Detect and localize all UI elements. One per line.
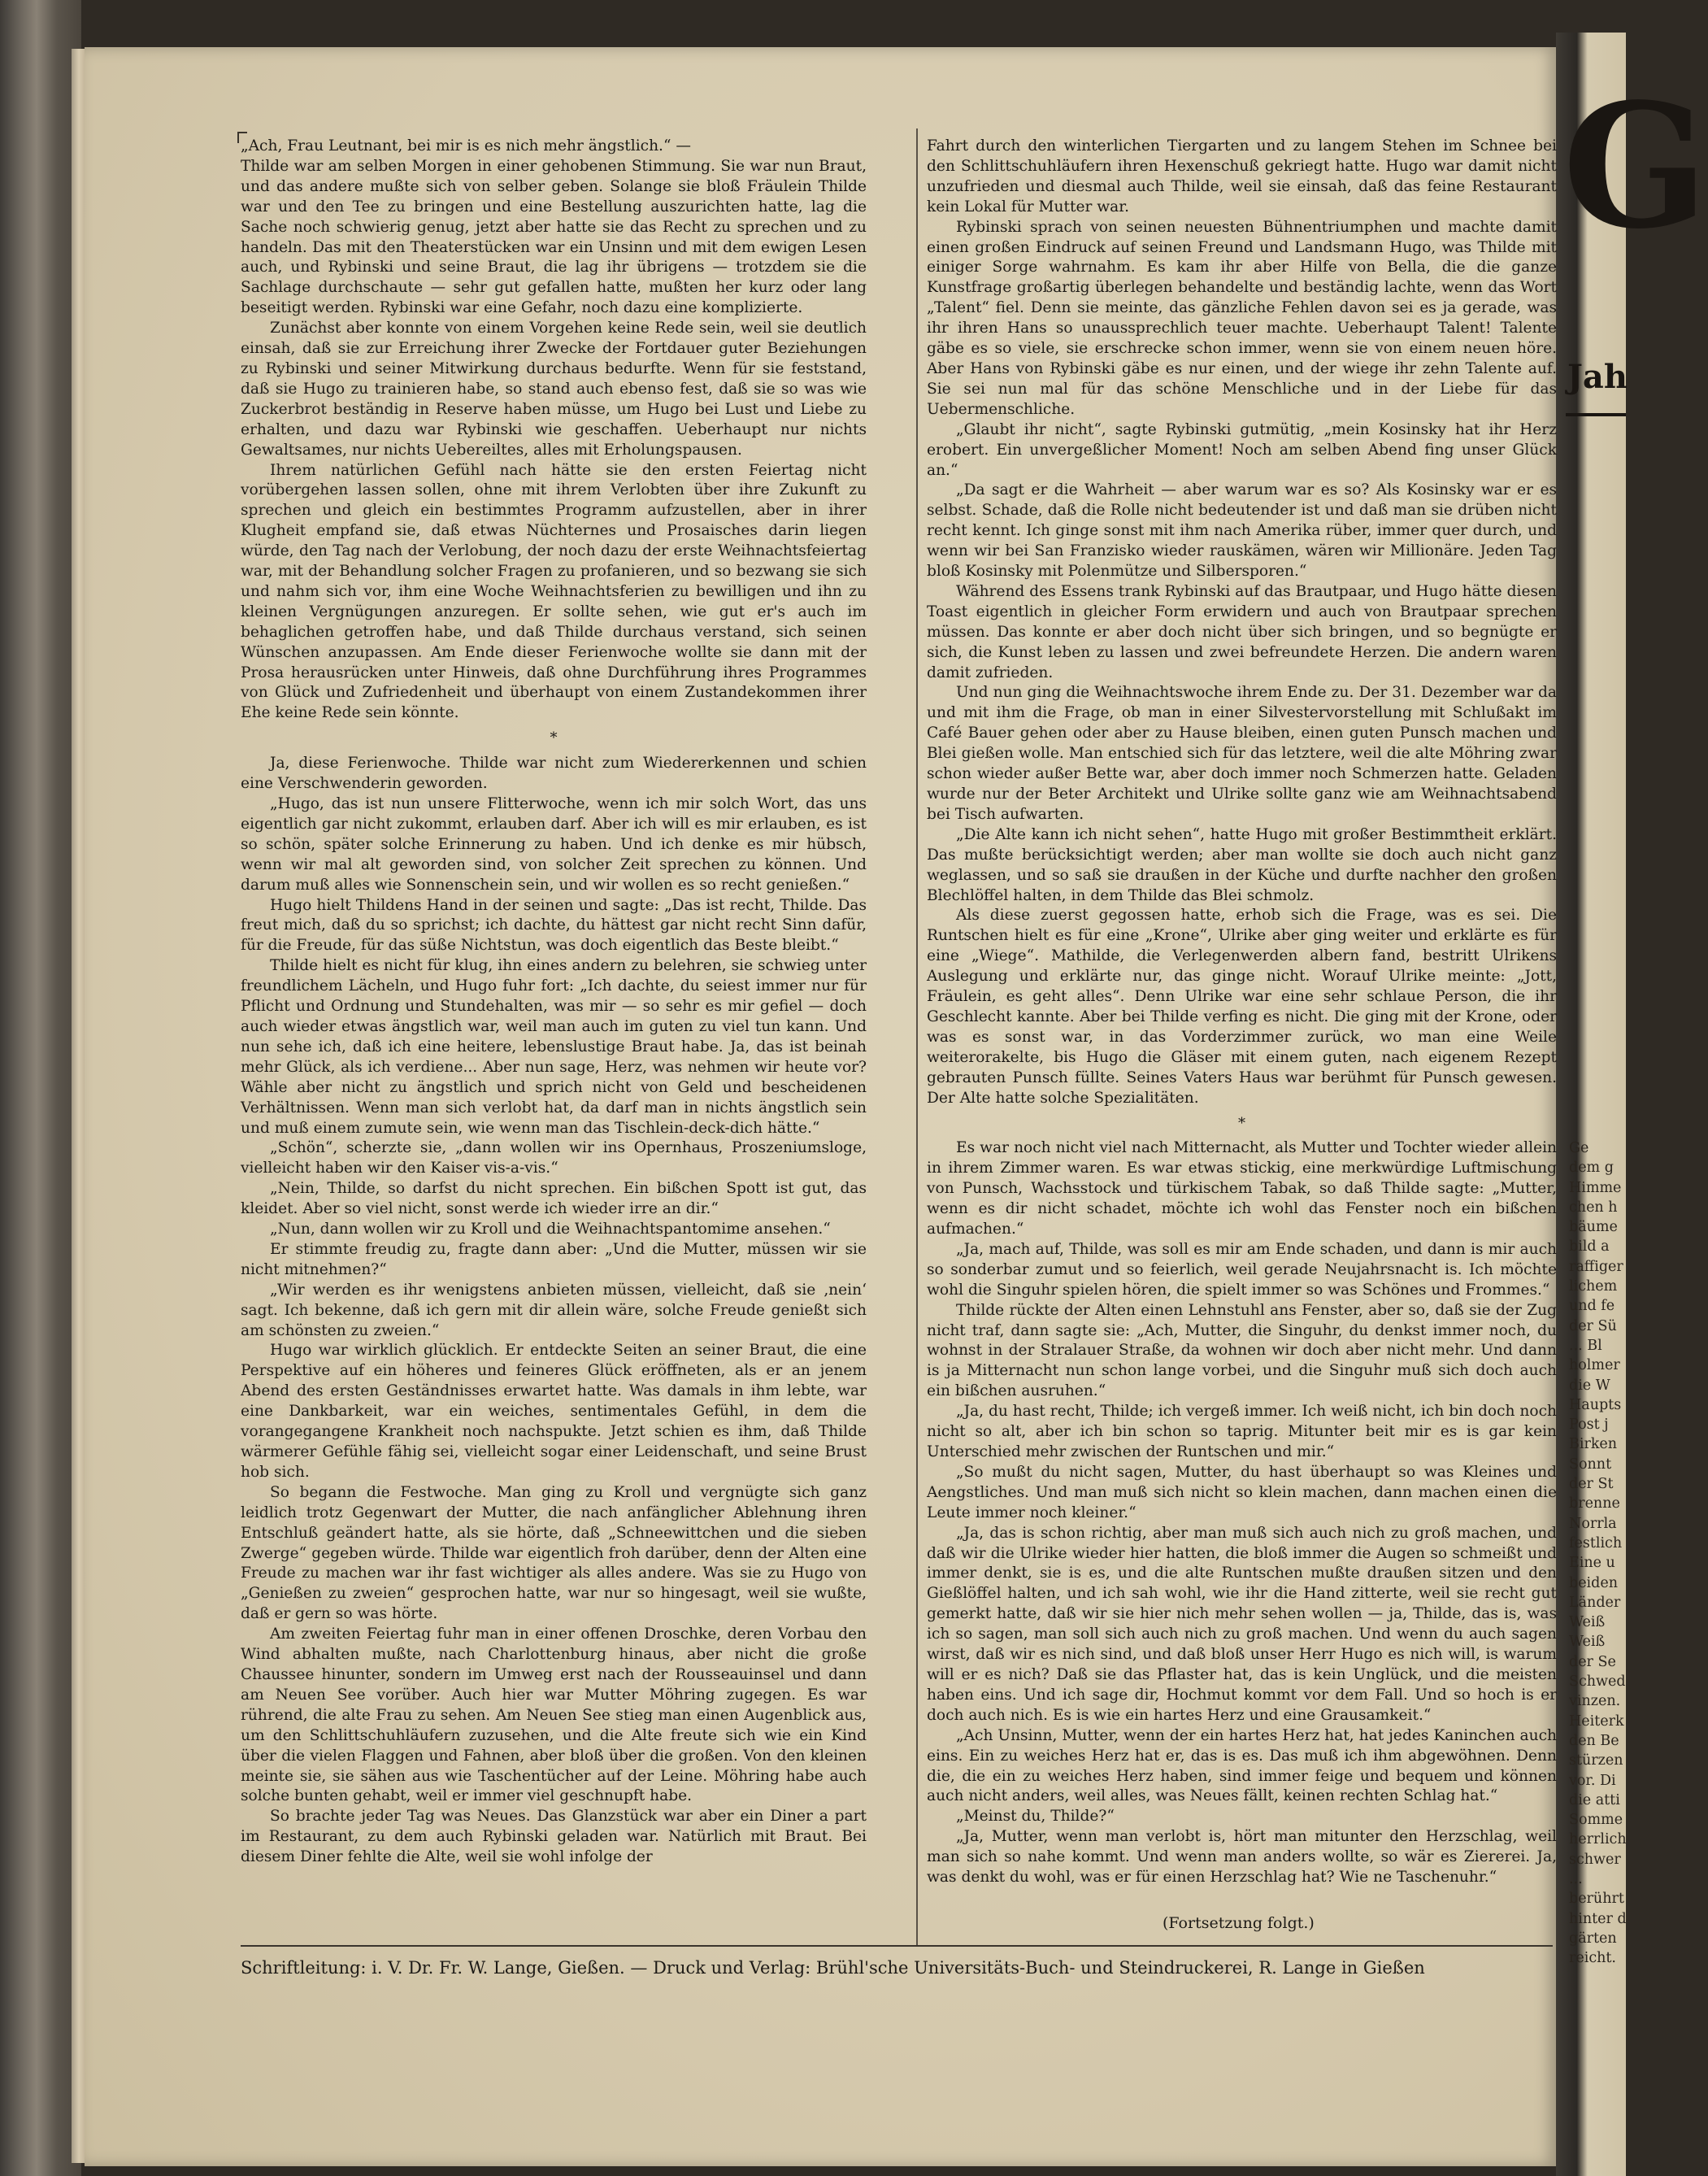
paragraph: „Ja, du hast recht, Thilde; ich vergeß immer. Ich weiß nicht, ich bin doch noch nicht so alt, aber ich bin schon so taprig. Mitunter beit mir es is gar kein Unterschied mehr zwischen der Runtschen und mir.“ — [927, 1403, 1557, 1460]
paragraph: „Ach Unsinn, Mutter, wenn der ein hartes Herz hat, hat jedes Kaninchen auch eins. Ein zu weiches Herz hat er, das is es. Das muß ich ihm abgewöhnen. Denn die, die ein zu weiches Herz haben, sind immer feige und bequem und können auch nicht anders, weil alles, was Neues fällt, keinen rechten Schlag hat.“ — [927, 1726, 1557, 1805]
paragraph: Hugo war wirklich glücklich. Er entdeckte Seiten an seiner Braut, die eine Perspektive auf ein höheres und feineres Glück eröffneten, als er an jenem Abend des ersten Geständnisses erwartet hatte. Was damals in ihm lebte, war eine Dankbarkeit, war ein weiches, sentimentales Gefühl, in dem die vorangegangene Krankheit noch nachspukte. Jetzt schien es ihm, daß Thilde wärmerer Gefühle fähig sei, vielleicht sogar einer Leidenschaft, und seine Brust hob sich. — [241, 1342, 867, 1481]
paragraph: „Schön“, scherzte sie, „dann wollen wir ins Opernhaus, Proszeniumsloge, vielleicht haben wir den Kaiser vis-a-vis.“ — [241, 1139, 867, 1177]
right-column — [927, 137, 1557, 1888]
adjacent-text-line: Weiß — [1569, 1614, 1606, 1631]
adjacent-text-line: Sonnt — [1569, 1456, 1612, 1473]
adjacent-text-line: Eine u — [1569, 1555, 1615, 1572]
paragraph: Zunächst aber konnte von einem Vorgehen keine Rede sein, weil sie deutlich einsah, daß sie zur Erreichung ihrer Zwecke der Fortdauer guter Beziehungen zu Rybinski und seiner Mitwirkung durchaus bedurfte. Wenn für sie feststand, daß sie Hugo zu trainieren habe, so stand auch ebenso fest, daß sie so was wie Zuckerbrot beständig in Reserve haben müsse, um Hugo bei Lust und Liebe zu erhalten, und dazu war Rybinski wie geschaffen. Ueberhaupt nur nichts Gewaltsames, nur nichts Uebereiltes, alles mit Erholungspausen. — [241, 320, 867, 459]
adjacent-text-line: der Sü — [1569, 1317, 1617, 1334]
adjacent-text-line: ... — [1569, 1870, 1583, 1887]
adjacent-text-line: der St — [1569, 1476, 1614, 1493]
adjacent-text-line: herrlich — [1569, 1831, 1627, 1848]
adjacent-text-line: hinter d — [1569, 1910, 1627, 1927]
adjacent-text-line: berührt — [1569, 1891, 1624, 1908]
adjacent-text-line: stürzen — [1569, 1752, 1623, 1769]
paragraph: Und nun ging die Weihnachtswoche ihrem Ende zu. Der 31. Dezember war da und mit ihm die Frage, ob man in einer Silvestervorstellung mit Schlußakt im Café Bauer gehen oder aber zu Hause bleiben, einen guten Punsch machen und Blei gießen wolle. Man entschied sich für das letztere, weil die alte Möhring zwar schon wieder außer Bette war, aber doch immer noch Schmerzen hatte. Geladen wurde nur der Beter Architekt und Ulrike sollte ganz wie am Weihnachtsabend bei Tisch aufwarten. — [927, 684, 1557, 823]
adjacent-text-line: den Be — [1569, 1732, 1619, 1749]
adjacent-heading: Jah — [1567, 358, 1628, 396]
adjacent-text-line: Weiß — [1569, 1634, 1606, 1651]
adjacent-text-line: schwer — [1569, 1851, 1621, 1868]
left-column — [241, 137, 867, 1868]
adjacent-text-line: chen h — [1569, 1199, 1618, 1216]
paragraph: „Da sagt er die Wahrheit — aber warum war es so? Als Kosinsky war er es selbst. Schade, daß die Rolle nicht bedeutender ist und daß man sie drüben nicht recht kennt. Ich ginge sonst mit ihm nach Amerika rüber, immer quer durch, und wenn wir bei San Franzisko wieder rauskämen, wären wir Millionäre. Jeden Tag bloß Kosinsky mit Polenmütze und Silbersporen.“ — [927, 481, 1557, 581]
paragraph: Er stimmte freudig zu, fragte dann aber: „Und die Mutter, müssen wir sie nicht mitnehmen?“ — [241, 1240, 867, 1278]
adjacent-text-line: reicht. — [1569, 1950, 1616, 1967]
column-rule — [916, 128, 918, 1946]
adjacent-text-line: gärten — [1569, 1930, 1617, 1947]
paragraph: Thilde rückte der Alten einen Lehnstuhl ans Fenster, aber so, daß sie der Zug nicht traf, dann sagte sie: „Ach, Mutter, die Singuhr, du denkst immer noch, du wohnst in der Stralauer Straße, da wohnen wir doch aber nicht mehr. Und dann is ja Mitternacht nun schon lange vorbei, und die Singuhr muß sich doch auch ein bißchen ausruhen.“ — [927, 1301, 1557, 1400]
section-separator: * — [1238, 1114, 1245, 1132]
paragraph: „Meinst du, Thilde?“ — [956, 1808, 1115, 1826]
adjacent-text-line: Haupts — [1569, 1396, 1622, 1413]
adjacent-text-line: beiden — [1569, 1574, 1618, 1591]
adjacent-text-line: Birken — [1569, 1436, 1618, 1453]
adjacent-text-line: vinzen. — [1569, 1693, 1621, 1710]
paragraph: „Ja, Mutter, wenn man verlobt is, hört man mitunter den Herzschlag, weil man sich so nahe kommt. Und wenn man anders wollte, so wär es Ziererei. Ja, was denkt du wohl, was er für einen Herzschlag hat? Wie ne Taschenuhr.“ — [927, 1828, 1557, 1887]
paragraph: Am zweiten Feiertag fuhr man in einer offenen Droschke, deren Vorbau den Wind abhalten mußte, nach Charlottenburg hinaus, aber nicht die große Chaussee hinunter, sondern im Umweg erst nach der Rousseauinsel und dann am Neuen See vorüber. Auch hier war Mutter Möhring zugegen. Es war rührend, die alte Frau zu sehen. Am Neuen See stieg man einen Augenblick aus, um den Schlittschuhläufern zuzusehen, und die Alte freute sich wie ein Kind über die vielen Flaggen und Fahnen, aber bloß über die großen. Von den kleinen meinte sie, sie sähen aus wie Taschentücher auf der Leine. Möhring habe auch solche bunten gehabt, weil er immer viel geschnupft habe. — [241, 1625, 867, 1805]
continuation-note: (Fortsetzung folgt.) — [1163, 1914, 1315, 1932]
adjacent-heading-rule — [1566, 413, 1626, 416]
adjacent-text-line: holmer — [1569, 1357, 1620, 1374]
adjacent-masthead-letter: G — [1562, 66, 1708, 267]
adjacent-text-line: der Se — [1569, 1653, 1616, 1670]
adjacent-text-line: die W — [1569, 1377, 1610, 1394]
paragraph: „Nein, Thilde, so darfst du nicht sprechen. Ein bißchen Spott ist gut, das kleidet. Aber so viel nicht, sonst werde ich wieder irre an dir.“ — [241, 1180, 867, 1218]
paragraph: „So mußt du nicht sagen, Mutter, du hast überhaupt so was Kleines und Aengstliches. Und man muß sich nicht so klein machen, dann machen einen die Leute immer noch kleiner.“ — [927, 1463, 1557, 1521]
paragraph: „Hugo, das ist nun unsere Flitterwoche, wenn ich mir solch Wort, das uns eigentlich gar nicht zukommt, erlauben darf. Aber ich will es mir erlauben, es ist so schön, später solche Erinnerung zu haben. Und ich denke es mir hübsch, wenn wir mal alt geworden sind, von solcher Zeit sprechen zu können. Und darum muß alles wie Sonnenschein sein, und wir wollen es so recht genießen.“ — [241, 795, 867, 894]
section-separator: * — [550, 729, 558, 747]
paragraph: Thilde war am selben Morgen in einer gehobenen Stimmung. Sie war nun Braut, und das andere mußte sich von selber geben. Solange sie bloß Fräulein Thilde war und den Tee zu bringen und eine Bestellung auszurichten hatte, lag die Sache noch schwierig genug, jetzt aber hatte sie das Recht zu sprechen und zu handeln. Das mit den Theaterstücken war ein Unsinn und mit dem ewigen Lesen auch, und Rybinski und seine Braut, die lag ihr übrigens — trotzdem sie die Sachlage durchschaute — sehr gut gefallen hatte, mußten her kurz oder lang beseitigt werden. Rybinski war eine Gefahr, noch dazu eine komplizierte. — [241, 157, 867, 317]
paragraph: Als diese zuerst gegossen hatte, erhob sich die Frage, was es sei. Die Runtschen hielt es für eine „Krone“, Ulrike aber ging weiter und erklärte es für eine „Wiege“. Mathilde, die Verlegenwerden albern fand, bestritt Ulrikens Auslegung und erklärte nur, das ginge nicht. Worauf Ulrike meinte: „Jott, Fräulein, es geht alles“. Denn Ulrike war eine sehr schlaue Person, die ihr Geschlecht kannte. Aber bei Thilde verfing es nicht. Die ging mit der Krone, oder was es sonst war, in das Vorderzimmer zurück, wo man eine Weile weiterorakelte, bis Hugo die Gläser mit einem guten, nach eigenem Rezept gebrauten Punsch füllte. Seines Vaters Haus war berühmt für Punsch gewesen. Der Alte hatte solche Spezialitäten. — [927, 907, 1557, 1107]
adjacent-text-line: Länder — [1569, 1594, 1621, 1611]
book-binding — [0, 0, 81, 2176]
adjacent-text-line: bild a — [1569, 1238, 1610, 1256]
adjacent-text-line: Somme — [1569, 1812, 1623, 1829]
adjacent-text-line: ... Bl — [1569, 1337, 1602, 1354]
paragraph: „Ach, Frau Leutnant, bei mir is es nich mehr ängstlich.“ — — [241, 137, 691, 154]
paragraph: Fahrt durch den winterlichen Tiergarten und zu langem Stehen im Schnee bei den Schlittschuhläufern ihren Hexenschuß gekriegt hatte. Hugo war damit nicht unzufrieden und diesmal auch Thilde, weil sie einsah, daß das feine Restaurant kein Lokal für Mutter war. — [927, 137, 1557, 215]
adjacent-text-line: Schwed — [1569, 1673, 1626, 1691]
adjacent-text-line: festlich — [1569, 1534, 1623, 1551]
adjacent-page-text — [1569, 1138, 1626, 1968]
paragraph: So brachte jeder Tag was Neues. Das Glanzstück war aber ein Diner a part im Restaurant, zu dem auch Rybinski geladen war. Natürlich mit Braut. Bei diesem Diner fehlte die Alte, weil sie wohl infolge der — [241, 1808, 867, 1866]
adjacent-text-line: dem g — [1569, 1160, 1614, 1177]
paragraph: Es war noch nicht viel nach Mitternacht, als Mutter und Tochter wieder allein in ihrem Zimmer waren. Es war etwas stickig, eine merkwürdige Luftmischung von Punsch, Wachsstock und türkischem Tabak, so daß Thilde sagte: „Mutter, wenn es dir nicht schadet, möchte ich wohl das Fenster noch ein bißchen aufmachen.“ — [927, 1139, 1557, 1238]
adjacent-text-line: brenne — [1569, 1495, 1620, 1512]
paragraph: Während des Essens trank Rybinski auf das Brautpaar, und Hugo hätte diesen Toast eigentlich in gleicher Form erwidern und auch von Brautpaar sprechen müssen. Das konnte er aber doch nicht über sich bringen, und so begnügte er sich, die Kunst leben zu lassen und zwei befreundete Herzen. Die andern waren damit zufrieden. — [927, 582, 1557, 681]
paragraph: Ihrem natürlichen Gefühl nach hätte sie den ersten Feiertag nicht vorübergehen lassen sollen, ohne mit ihrem Verlobten über ihre Zukunft zu sprechen und gleich ein bestimmtes Programm aufzustellen, aber in ihrer Klugheit empfand sie, daß etwas Nüchternes und Prosaisches darin liegen würde, den Tag nach der Verlobung, der noch dazu der erste Weihnachtsfeiertag war, mit der Behandlung solcher Fragen zu profanieren, und so bezwang sie sich und nahm sich vor, ihm eine Woche Weihnachtsferien zu bewilligen und ihn zu kleinen Vergnügungen anzuregen. Er sollte sehen, wie gut er's auch im behaglichen getroffen habe, und daß Thilde durchaus verstand, sich seinen Wünschen anzupassen. Am Ende dieser Ferienwoche wollte sie dann mit der Prosa herausrücken unter Hinweis, daß ohne Durchführung ihres Programmes von Glück und Zufriedenheit und überhaupt von einem Zustandekommen ihrer Ehe keine Rede sein könnte. — [241, 461, 867, 722]
adjacent-text-line: Post j — [1569, 1417, 1609, 1434]
paragraph: „Ja, mach auf, Thilde, was soll es mir am Ende schaden, und dann is mir auch so sonderbar zumut und so feierlich, weil gerade Neujahrsnacht is. Ich möchte wohl die Singuhr spielen hören, die spielt immer so was Schönes und Frommes.“ — [927, 1240, 1557, 1299]
adjacent-text-line: bäume — [1569, 1219, 1618, 1236]
imprint-line: Schriftleitung: i. V. Dr. Fr. W. Lange, Gießen. — Druck und Verlag: Brühl'sche Universitäts-Buch- und Steindruckerei, R. Lange in Gießen — [241, 1958, 1425, 1978]
adjacent-text-line: und fe — [1569, 1298, 1615, 1315]
paragraph: Hugo hielt Thildens Hand in der seinen und sagte: „Das ist recht, Thilde. Das freut mich, daß du so sprichst; ich dachte, du hättest gar nicht recht Sinn dafür, für die Freude, für das süße Nichtstun, was doch eigentlich das Beste bleibt.“ — [241, 896, 867, 955]
adjacent-text-line: Norrla — [1569, 1515, 1617, 1532]
footer-rule — [241, 1945, 1553, 1947]
adjacent-text-line: Heiterk — [1569, 1713, 1624, 1730]
paragraph: Rybinski sprach von seinen neuesten Bühnentriumphen und machte damit einen großen Eindruck auf seinen Freund und Landsmann Hugo, was Thilde mit einiger Sorge wahrnahm. Es kam ihr aber Hilfe von Bella, die die ganze Kunstfrage großartig überlegen behandelte und beständig lachte, wenn das Wort „Talent“ fiel. Denn sie meinte, das gänzliche Fehlen davon sei es ja gerade, was ihr ihren Hans so unaussprechlich teuer machte. Ueberhaupt Talent! Talente gäbe es so viele, sie erschrecke schon immer, wenn sie von einem neuen höre. Aber Hans von Rybinski gäbe es nur einen, und der wiege ihr zehn Talente auf. Sie sei nun mal für das schöne Menschliche und in der Liebe für das Uebermenschliche. — [927, 218, 1557, 418]
adjacent-text-line: vor. Di — [1569, 1772, 1616, 1789]
paragraph: Thilde hielt es nicht für klug, ihn eines andern zu belehren, sie schwieg unter freundlichem Lächeln, und Hugo fuhr fort: „Ich dachte, du seiest immer nur für Pflicht und Ordnung und Stundehalten, was mir — so sehr es mir gefiel — doch auch wieder etwas ängstlich war, weil man auch im guten zu viel tun kann. Und nun sehe ich, daß ich eine heitere, lebenslustige Braut habe. Ja, das ist beinah mehr Glück, als ich verdiene... Aber nun sage, Herz, was nehmen wir heute vor? Wähle aber nicht zu ängstlich und sprich nicht von Geld und bescheidenen Verhältnissen. Wenn man sich verlobt hat, da darf man in nichts ängstlich sein und muß einem zumute sein, wie wenn man das Tischlein-deck-dich hätte.“ — [241, 957, 867, 1137]
paragraph: „Wir werden es ihr wenigstens anbieten müssen, vielleicht, daß sie ‚nein‘ sagt. Ich bekenne, daß ich gern mit dir allein wäre, solche Freude genießt sich am schönsten zu zweien.“ — [241, 1281, 867, 1339]
adjacent-text-line: Ge — [1569, 1140, 1589, 1156]
paragraph: „Glaubt ihr nicht“, sagte Rybinski gutmütig, „mein Kosinsky hat ihr Herz erobert. Ein unvergeßlicher Moment! Noch am selben Abend fing unser Glück an.“ — [927, 420, 1557, 479]
adjacent-text-line: die atti — [1569, 1791, 1620, 1808]
paragraph: „Ja, das is schon richtig, aber man muß sich auch nich zu groß machen, und daß wir die Ulrike wieder hier hatten, die bloß immer die Augen so schmeißt und immer denkt, sie is es, und die alte Runtschen mußte draußen sitzen und den Gießlöffel halten, und ich sah wohl, wie ihr die Hand zitterte, weil sie recht gut gemerkt hatte, daß wir sie hier nich mehr sehen wollen — ja, Thilde, das is, was ich so sagen, man soll sich auch nich zu groß machen. Und wenn du auch sagen wirst, daß wir es nich sind, und daß bloß unser Herr Hugo es nich will, is warum will er es nich? Daß sie das Pflaster hat, das is kein Unglück, und die meisten haben eins. Und ich sage dir, Hochmut kommt vor dem Fall. Und so hoch is er doch auch nich. Es is wie ein hartes Herz und eine Grausamkeit.“ — [927, 1524, 1557, 1724]
adjacent-text-line: Himme — [1569, 1179, 1622, 1196]
paragraph: Ja, diese Ferienwoche. Thilde war nicht zum Wiedererkennen und schien eine Verschwenderin geworden. — [241, 755, 867, 793]
paragraph: „Nun, dann wollen wir zu Kroll und die Weihnachtspantomime ansehen.“ — [270, 1221, 831, 1238]
paragraph: „Die Alte kann ich nicht sehen“, hatte Hugo mit großer Bestimmtheit erklärt. Das mußte berücksichtigt werden; aber man wollte sie doch auch nicht ganz weglassen, und so saß sie draußen in der Küche und durfte nachher den großen Blechlöffel halten, in dem Thilde das Blei schmolz. — [927, 825, 1557, 904]
paragraph: So begann die Festwoche. Man ging zu Kroll und vergnügte sich ganz leidlich trotz Gegenwart der Mutter, die nach anfänglicher Ablehnung ihren Entschluß geändert hatte, als sie hörte, daß „Schneewittchen und die sieben Zwerge“ gegeben würde. Thilde war eigentlich froh darüber, denn der Alten eine Freude zu machen war ihr fast wichtiger als alles andere. Was sie zu Hugo von „Genießen zu zweien“ gesprochen hatte, war nur so hingesagt, weil sie wußte, daß er gern so was hörte. — [241, 1483, 867, 1623]
adjacent-text-line: lichem — [1569, 1278, 1618, 1295]
adjacent-text-line: raffiger — [1569, 1258, 1623, 1275]
